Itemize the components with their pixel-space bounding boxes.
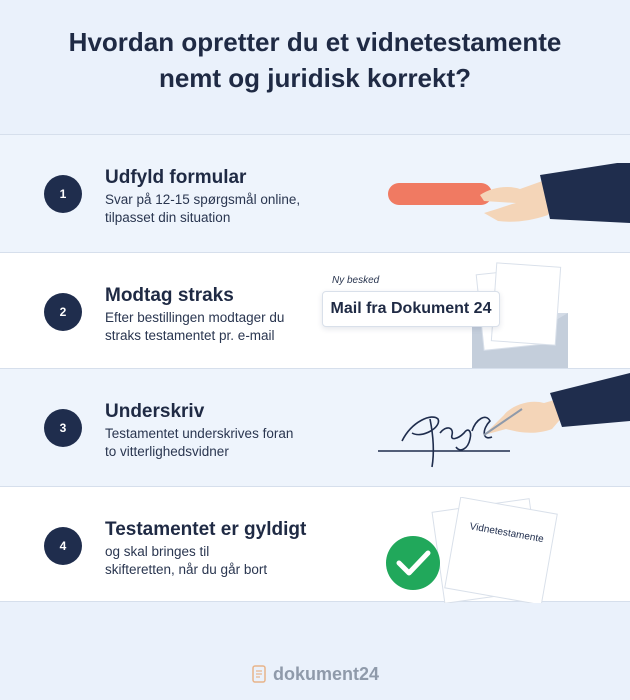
letter-paper-front	[491, 263, 560, 345]
step-4	[0, 486, 630, 602]
sleeve-shape	[540, 163, 630, 223]
document-label: Vidnetestamente	[468, 521, 545, 546]
page-title	[0, 24, 630, 96]
title-line-1: Hvordan opretter du et vidnetestamente	[68, 27, 562, 57]
hand-pressing-button-illustration	[380, 163, 630, 253]
step-3	[0, 368, 630, 486]
step-number-1: 1	[44, 175, 82, 213]
step-desc-4-line-1: og skal bringes til	[105, 544, 210, 559]
step-2	[0, 252, 630, 368]
logo-text: dokument24	[272, 664, 380, 684]
step-number-2: 2	[44, 293, 82, 331]
step-number-4: 4	[44, 527, 82, 565]
step-title-3: Underskriv	[105, 401, 205, 422]
sleeve-shape	[550, 373, 630, 427]
checkmark-circle	[386, 536, 440, 590]
step-number-3: 3	[44, 409, 82, 447]
step-desc-2-line-2: straks testamentet pr. e-mail	[105, 328, 275, 343]
hand-icon	[484, 399, 564, 435]
step-desc-2-line-1: Efter bestillingen modtager du	[105, 310, 285, 325]
logo	[0, 664, 630, 685]
mail-label: Ny besked	[332, 275, 380, 286]
step-desc-4-line-2: skifteretten, når du går bort	[105, 562, 268, 577]
valid-document-illustration	[380, 497, 560, 603]
mail-notification-card: Mail fra Dokument 24	[322, 291, 500, 327]
step-desc-3	[105, 425, 325, 461]
step-desc-1-line-2: tilpasset din situation	[105, 210, 231, 225]
document-logo-icon	[251, 664, 269, 684]
signature-icon	[402, 417, 492, 467]
title-line-2: nemt og juridisk korrekt?	[158, 63, 472, 93]
step-desc-1	[105, 191, 325, 227]
hand-signing-illustration	[372, 369, 630, 479]
step-1	[0, 134, 630, 252]
salmon-button-shape	[388, 183, 492, 205]
step-desc-3-line-1: Testamentet underskrives foran	[105, 426, 294, 441]
step-title-2: Modtag straks	[105, 285, 234, 306]
step-title-1: Udfyld formular	[105, 167, 247, 188]
document-paper-front	[445, 497, 557, 603]
step-desc-2	[105, 309, 325, 345]
step-desc-1-line-1: Svar på 12-15 spørgsmål online,	[105, 192, 301, 207]
step-desc-3-line-2: to vitterlighedsvidner	[105, 444, 229, 459]
step-title-4: Testamentet er gyldigt	[105, 519, 307, 540]
step-desc-4	[105, 543, 325, 579]
